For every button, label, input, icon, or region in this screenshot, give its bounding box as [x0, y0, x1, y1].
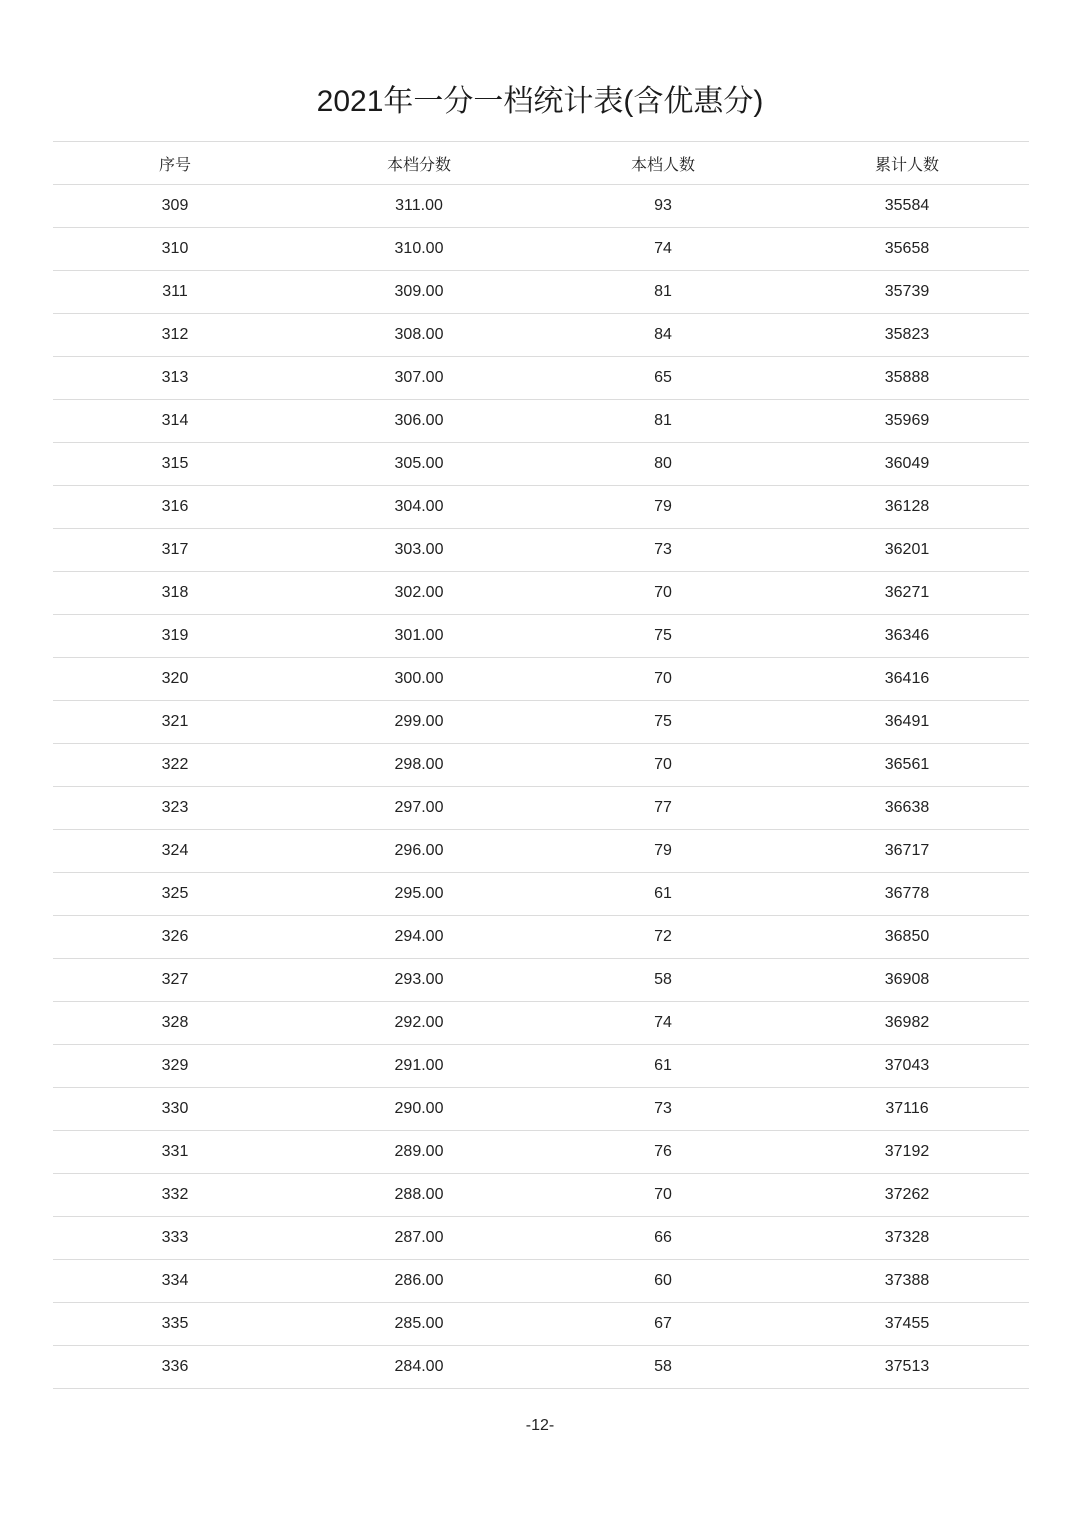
- cell-index: 309: [53, 185, 297, 228]
- cell-index: 327: [53, 959, 297, 1002]
- cell-count: 67: [541, 1303, 785, 1346]
- cell-score: 293.00: [297, 959, 541, 1002]
- cell-cumulative: 36128: [785, 486, 1029, 529]
- cell-count: 73: [541, 529, 785, 572]
- cell-score: 287.00: [297, 1217, 541, 1260]
- table-row: [53, 185, 1029, 228]
- cell-cumulative: 37455: [785, 1303, 1029, 1346]
- table-row: [53, 1260, 1029, 1303]
- cell-count: 70: [541, 658, 785, 701]
- cell-score: 300.00: [297, 658, 541, 701]
- cell-count: 74: [541, 1002, 785, 1045]
- cell-score: 307.00: [297, 357, 541, 400]
- table-row: [53, 787, 1029, 830]
- cell-score: 305.00: [297, 443, 541, 486]
- table-row: [53, 1217, 1029, 1260]
- cell-cumulative: 36491: [785, 701, 1029, 744]
- cell-score: 290.00: [297, 1088, 541, 1131]
- cell-score: 294.00: [297, 916, 541, 959]
- cell-cumulative: 37192: [785, 1131, 1029, 1174]
- cell-count: 70: [541, 572, 785, 615]
- cell-count: 65: [541, 357, 785, 400]
- cell-index: 313: [53, 357, 297, 400]
- table-row: [53, 443, 1029, 486]
- cell-cumulative: 36638: [785, 787, 1029, 830]
- table-row: [53, 873, 1029, 916]
- table-row: [53, 314, 1029, 357]
- table-row: [53, 1002, 1029, 1045]
- table-row: [53, 701, 1029, 744]
- cell-score: 285.00: [297, 1303, 541, 1346]
- cell-count: 79: [541, 830, 785, 873]
- cell-cumulative: 35739: [785, 271, 1029, 314]
- cell-cumulative: 36778: [785, 873, 1029, 916]
- table-row: [53, 271, 1029, 314]
- cell-index: 312: [53, 314, 297, 357]
- cell-count: 58: [541, 1346, 785, 1389]
- table-row: [53, 744, 1029, 787]
- cell-cumulative: 36049: [785, 443, 1029, 486]
- cell-index: 329: [53, 1045, 297, 1088]
- cell-count: 77: [541, 787, 785, 830]
- cell-cumulative: 35584: [785, 185, 1029, 228]
- cell-score: 297.00: [297, 787, 541, 830]
- header-score: 本档分数: [297, 142, 541, 185]
- cell-score: 284.00: [297, 1346, 541, 1389]
- cell-cumulative: 35658: [785, 228, 1029, 271]
- cell-cumulative: 37262: [785, 1174, 1029, 1217]
- cell-score: 302.00: [297, 572, 541, 615]
- table-row: [53, 228, 1029, 271]
- cell-count: 61: [541, 1045, 785, 1088]
- header-count: 本档人数: [541, 142, 785, 185]
- cell-count: 75: [541, 615, 785, 658]
- cell-score: 299.00: [297, 701, 541, 744]
- cell-count: 58: [541, 959, 785, 1002]
- cell-score: 295.00: [297, 873, 541, 916]
- table-row: [53, 615, 1029, 658]
- cell-cumulative: 37388: [785, 1260, 1029, 1303]
- cell-score: 311.00: [297, 185, 541, 228]
- cell-index: 320: [53, 658, 297, 701]
- cell-index: 315: [53, 443, 297, 486]
- cell-count: 81: [541, 271, 785, 314]
- cell-count: 72: [541, 916, 785, 959]
- cell-index: 335: [53, 1303, 297, 1346]
- cell-index: 336: [53, 1346, 297, 1389]
- cell-cumulative: 36908: [785, 959, 1029, 1002]
- cell-count: 81: [541, 400, 785, 443]
- cell-score: 288.00: [297, 1174, 541, 1217]
- cell-index: 314: [53, 400, 297, 443]
- table-row: [53, 486, 1029, 529]
- cell-cumulative: 36271: [785, 572, 1029, 615]
- cell-count: 93: [541, 185, 785, 228]
- cell-cumulative: 36201: [785, 529, 1029, 572]
- cell-score: 292.00: [297, 1002, 541, 1045]
- cell-index: 326: [53, 916, 297, 959]
- cell-index: 325: [53, 873, 297, 916]
- cell-count: 61: [541, 873, 785, 916]
- cell-score: 291.00: [297, 1045, 541, 1088]
- header-index: 序号: [53, 142, 297, 185]
- cell-score: 301.00: [297, 615, 541, 658]
- cell-score: 306.00: [297, 400, 541, 443]
- cell-count: 84: [541, 314, 785, 357]
- cell-index: 332: [53, 1174, 297, 1217]
- cell-cumulative: 36850: [785, 916, 1029, 959]
- cell-index: 323: [53, 787, 297, 830]
- cell-cumulative: 36982: [785, 1002, 1029, 1045]
- table-row: [53, 529, 1029, 572]
- cell-index: 318: [53, 572, 297, 615]
- table-row: [53, 1346, 1029, 1389]
- cell-cumulative: 37043: [785, 1045, 1029, 1088]
- cell-score: 308.00: [297, 314, 541, 357]
- cell-index: 310: [53, 228, 297, 271]
- cell-cumulative: 37513: [785, 1346, 1029, 1389]
- table-body: [53, 185, 1029, 1389]
- table-row: [53, 1045, 1029, 1088]
- cell-index: 316: [53, 486, 297, 529]
- table-row: [53, 400, 1029, 443]
- table-row: [53, 1131, 1029, 1174]
- cell-cumulative: 36346: [785, 615, 1029, 658]
- page-title: 2021年一分一档统计表(含优惠分): [316, 85, 764, 118]
- cell-count: 76: [541, 1131, 785, 1174]
- cell-score: 304.00: [297, 486, 541, 529]
- cell-cumulative: 35888: [785, 357, 1029, 400]
- cell-index: 321: [53, 701, 297, 744]
- cell-count: 75: [541, 701, 785, 744]
- table-row: [53, 1174, 1029, 1217]
- cell-index: 330: [53, 1088, 297, 1131]
- cell-score: 289.00: [297, 1131, 541, 1174]
- cell-score: 286.00: [297, 1260, 541, 1303]
- cell-index: 328: [53, 1002, 297, 1045]
- table-row: [53, 357, 1029, 400]
- cell-count: 80: [541, 443, 785, 486]
- cell-index: 334: [53, 1260, 297, 1303]
- cell-count: 73: [541, 1088, 785, 1131]
- cell-score: 303.00: [297, 529, 541, 572]
- table-row: [53, 572, 1029, 615]
- cell-cumulative: 37328: [785, 1217, 1029, 1260]
- header-cumulative: 累计人数: [785, 142, 1029, 185]
- cell-index: 331: [53, 1131, 297, 1174]
- cell-cumulative: 36717: [785, 830, 1029, 873]
- cell-count: 66: [541, 1217, 785, 1260]
- cell-count: 74: [541, 228, 785, 271]
- cell-count: 60: [541, 1260, 785, 1303]
- cell-index: 324: [53, 830, 297, 873]
- cell-cumulative: 36561: [785, 744, 1029, 787]
- table-row: [53, 1088, 1029, 1131]
- cell-index: 317: [53, 529, 297, 572]
- score-table: [53, 141, 1029, 1389]
- cell-count: 70: [541, 744, 785, 787]
- cell-index: 319: [53, 615, 297, 658]
- table-row: [53, 916, 1029, 959]
- cell-cumulative: 35823: [785, 314, 1029, 357]
- cell-count: 79: [541, 486, 785, 529]
- cell-index: 333: [53, 1217, 297, 1260]
- cell-index: 322: [53, 744, 297, 787]
- table-row: [53, 830, 1029, 873]
- cell-cumulative: 36416: [785, 658, 1029, 701]
- page-number: -12-: [525, 1417, 555, 1434]
- table-header-row: [53, 142, 1029, 185]
- cell-cumulative: 37116: [785, 1088, 1029, 1131]
- cell-score: 309.00: [297, 271, 541, 314]
- table-row: [53, 1303, 1029, 1346]
- cell-score: 310.00: [297, 228, 541, 271]
- cell-index: 311: [53, 271, 297, 314]
- cell-score: 298.00: [297, 744, 541, 787]
- table-row: [53, 959, 1029, 1002]
- cell-count: 70: [541, 1174, 785, 1217]
- cell-cumulative: 35969: [785, 400, 1029, 443]
- cell-score: 296.00: [297, 830, 541, 873]
- table-row: [53, 658, 1029, 701]
